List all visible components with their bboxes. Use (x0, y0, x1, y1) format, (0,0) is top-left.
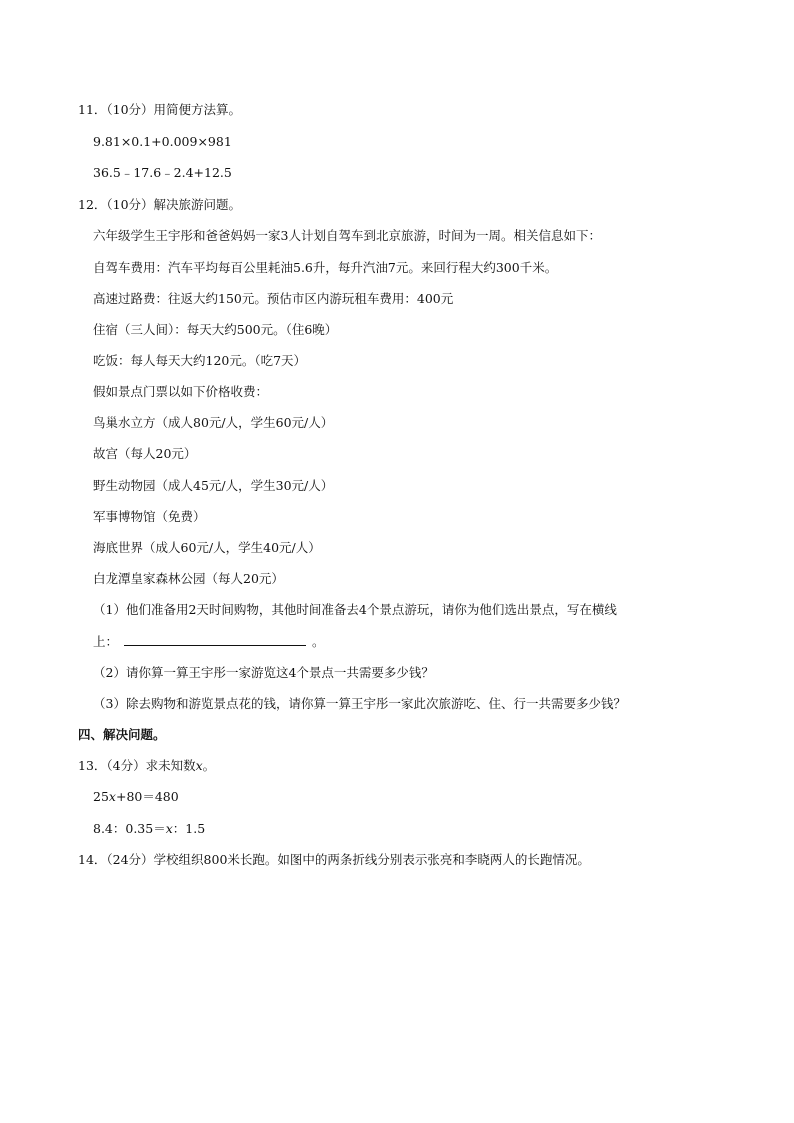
q12-spot: 白龙潭皇家森林公园（每人20元） (93, 571, 284, 586)
q13-header-end: 。 (202, 758, 216, 773)
q13-header-var: x (195, 758, 203, 773)
eq2-right: ：1.5 (172, 821, 206, 836)
q12-meal-cost: 吃饭：每人每天大约120元。（吃7天） (93, 353, 307, 368)
q12-spot: 军事博物馆（免费） (93, 509, 206, 524)
q12-sub1-line2 (93, 633, 325, 650)
eq2-var: x (165, 821, 173, 836)
q13-header-text: 13．（4分）求未知数 (78, 758, 196, 773)
eq2-left: 8.4：0.35＝ (93, 821, 166, 836)
q12-spot: 海底世界（成人60元/人，学生40元/人） (93, 540, 321, 555)
q14-header: 14．（24分）学校组织800米长跑。如图中的两条折线分别表示张亮和李晓两人的长跑情况。 (78, 852, 590, 867)
q12-header: 12．（10分）解决旅游问题。 (78, 197, 242, 212)
q12-spot: 鸟巢水立方（成人80元/人，学生60元/人） (93, 415, 334, 430)
q12-spot: 故宫（每人20元） (93, 446, 197, 461)
sub1-prefix: 上： (93, 634, 119, 649)
q13-header (78, 758, 215, 774)
eq1-rest: +80＝480 (115, 789, 179, 804)
q12-sub2: （2）请你算一算王宇彤一家游览这4个景点一共需要多少钱？ (93, 665, 434, 680)
q12-toll-cost: 高速过路费：往返大约150元。预估市区内游玩租车费用：400元 (93, 291, 454, 306)
q12-spot: 野生动物园（成人45元/人，学生30元/人） (93, 478, 334, 493)
q12-car-cost: 自驾车费用：汽车平均每百公里耗油5.6升，每升汽油7元。来回行程大约300千米。 (93, 260, 558, 275)
q11-expr1: 9.81×0.1+0.009×981 (93, 134, 232, 149)
q12-sub3: （3）除去购物和游览景点花的钱，请你算一算王宇彤一家此次旅游吃、住、行一共需要多少钱？ (93, 696, 626, 711)
eq1-coef: 25 (93, 789, 109, 804)
q12-intro: 六年级学生王宇彤和爸爸妈妈一家3人计划自驾车到北京旅游，时间为一周。相关信息如下： (93, 228, 601, 243)
q12-tickets-intro: 假如景点门票以如下价格收费： (93, 384, 269, 399)
q13-equation2 (93, 821, 205, 837)
q11-expr2: 36.5﹣17.6﹣2.4+12.5 (93, 165, 232, 180)
q11-header: 11．（10分）用简便方法算。 (78, 102, 242, 117)
section-title: 四、解决问题。 (78, 727, 166, 742)
sub1-suffix: 。 (312, 634, 325, 649)
q12-lodging-cost: 住宿（三人间）：每天大约500元。（住6晚） (93, 322, 338, 337)
eq1-var: x (108, 789, 116, 804)
q13-equation1 (93, 789, 179, 805)
answer-blank[interactable] (124, 633, 306, 646)
q12-sub1-line1: （1）他们准备用2天时间购物，其他时间准备去4个景点游玩，请你为他们选出景点，写在横线 (93, 602, 617, 617)
